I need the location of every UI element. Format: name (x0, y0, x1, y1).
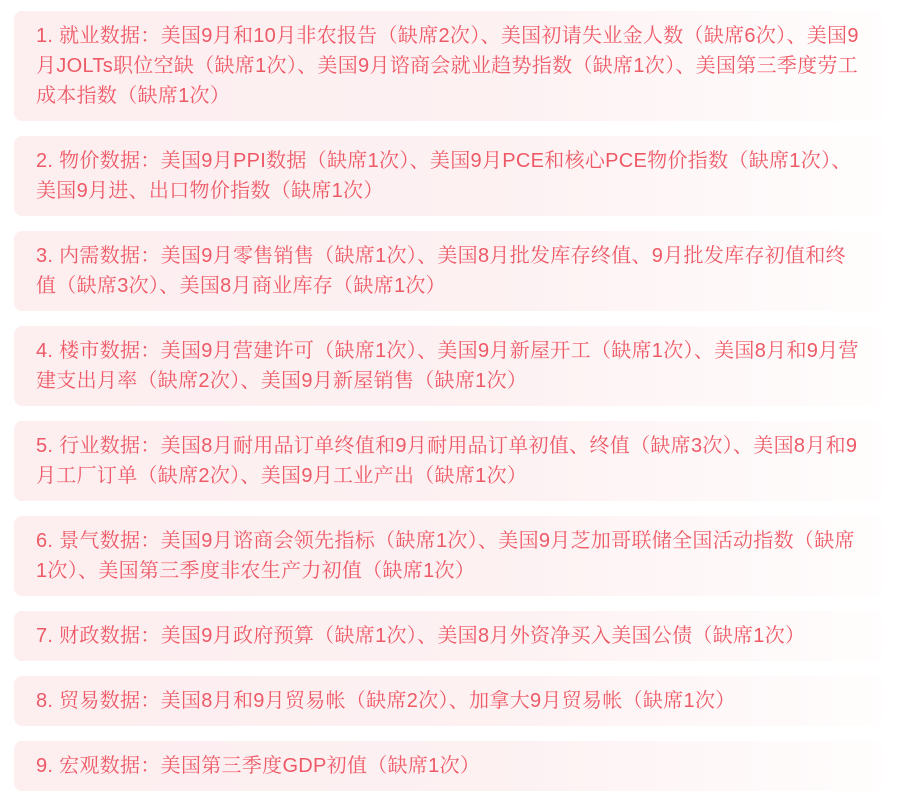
list-item-trade (14, 676, 884, 726)
item-label: 2. 物价数据： (36, 150, 161, 172)
item-content: 美国9月政府预算（缺席1次）、美国8月外资净买入美国公债（缺席1次） (160, 625, 806, 647)
item-content: 美国8月耐用品订单终值和9月耐用品订单初值、终值（缺席3次）、美国8月和9月工厂订单（缺席2次）、美国9月工业产出（缺席1次） (36, 435, 858, 487)
item-label: 8. 贸易数据： (36, 690, 161, 712)
item-label: 7. 财政数据： (36, 625, 161, 647)
list-item-fiscal (14, 611, 884, 661)
item-content: 美国9月和10月非农报告（缺席2次）、美国初请失业金人数（缺席6次）、美国9月JOLTs职位空缺（缺席1次）、美国9月谘商会就业趋势指数（缺席1次）、美国第三季度劳工成本指数（缺席1次） (36, 25, 859, 107)
list-item-macro (14, 741, 884, 791)
list-item-domestic-demand (14, 231, 884, 311)
item-label: 4. 楼市数据： (36, 340, 161, 362)
item-content: 美国9月谘商会领先指标（缺席1次）、美国9月芝加哥联储全国活动指数（缺席1次）、美国第三季度非农生产力初值（缺席1次） (36, 530, 855, 582)
item-label: 6. 景气数据： (36, 530, 161, 552)
list-item-housing (14, 326, 884, 406)
list-item-prices (14, 136, 884, 216)
item-label: 5. 行业数据： (36, 435, 161, 457)
item-content: 美国9月营建许可（缺席1次）、美国9月新屋开工（缺席1次）、美国8月和9月营建支出月率（缺席2次）、美国9月新屋销售（缺席1次） (36, 340, 859, 392)
item-content: 美国第三季度GDP初值（缺席1次） (160, 755, 481, 777)
item-label: 9. 宏观数据： (36, 755, 161, 777)
list-item-sentiment (14, 516, 884, 596)
item-content: 美国9月零售销售（缺席1次）、美国8月批发库存终值、9月批发库存初值和终值（缺席3次）、美国8月商业库存（缺席1次） (36, 245, 846, 297)
list-item-employment (14, 11, 884, 121)
item-label: 3. 内需数据： (36, 245, 161, 267)
item-label: 1. 就业数据： (36, 25, 161, 47)
list-item-industry (14, 421, 884, 501)
item-content: 美国9月PPI数据（缺席1次）、美国9月PCE和核心PCE物价指数（缺席1次）、美国9月进、出口物价指数（缺席1次） (36, 150, 852, 202)
item-content: 美国8月和9月贸易帐（缺席2次）、加拿大9月贸易帐（缺席1次） (160, 690, 736, 712)
